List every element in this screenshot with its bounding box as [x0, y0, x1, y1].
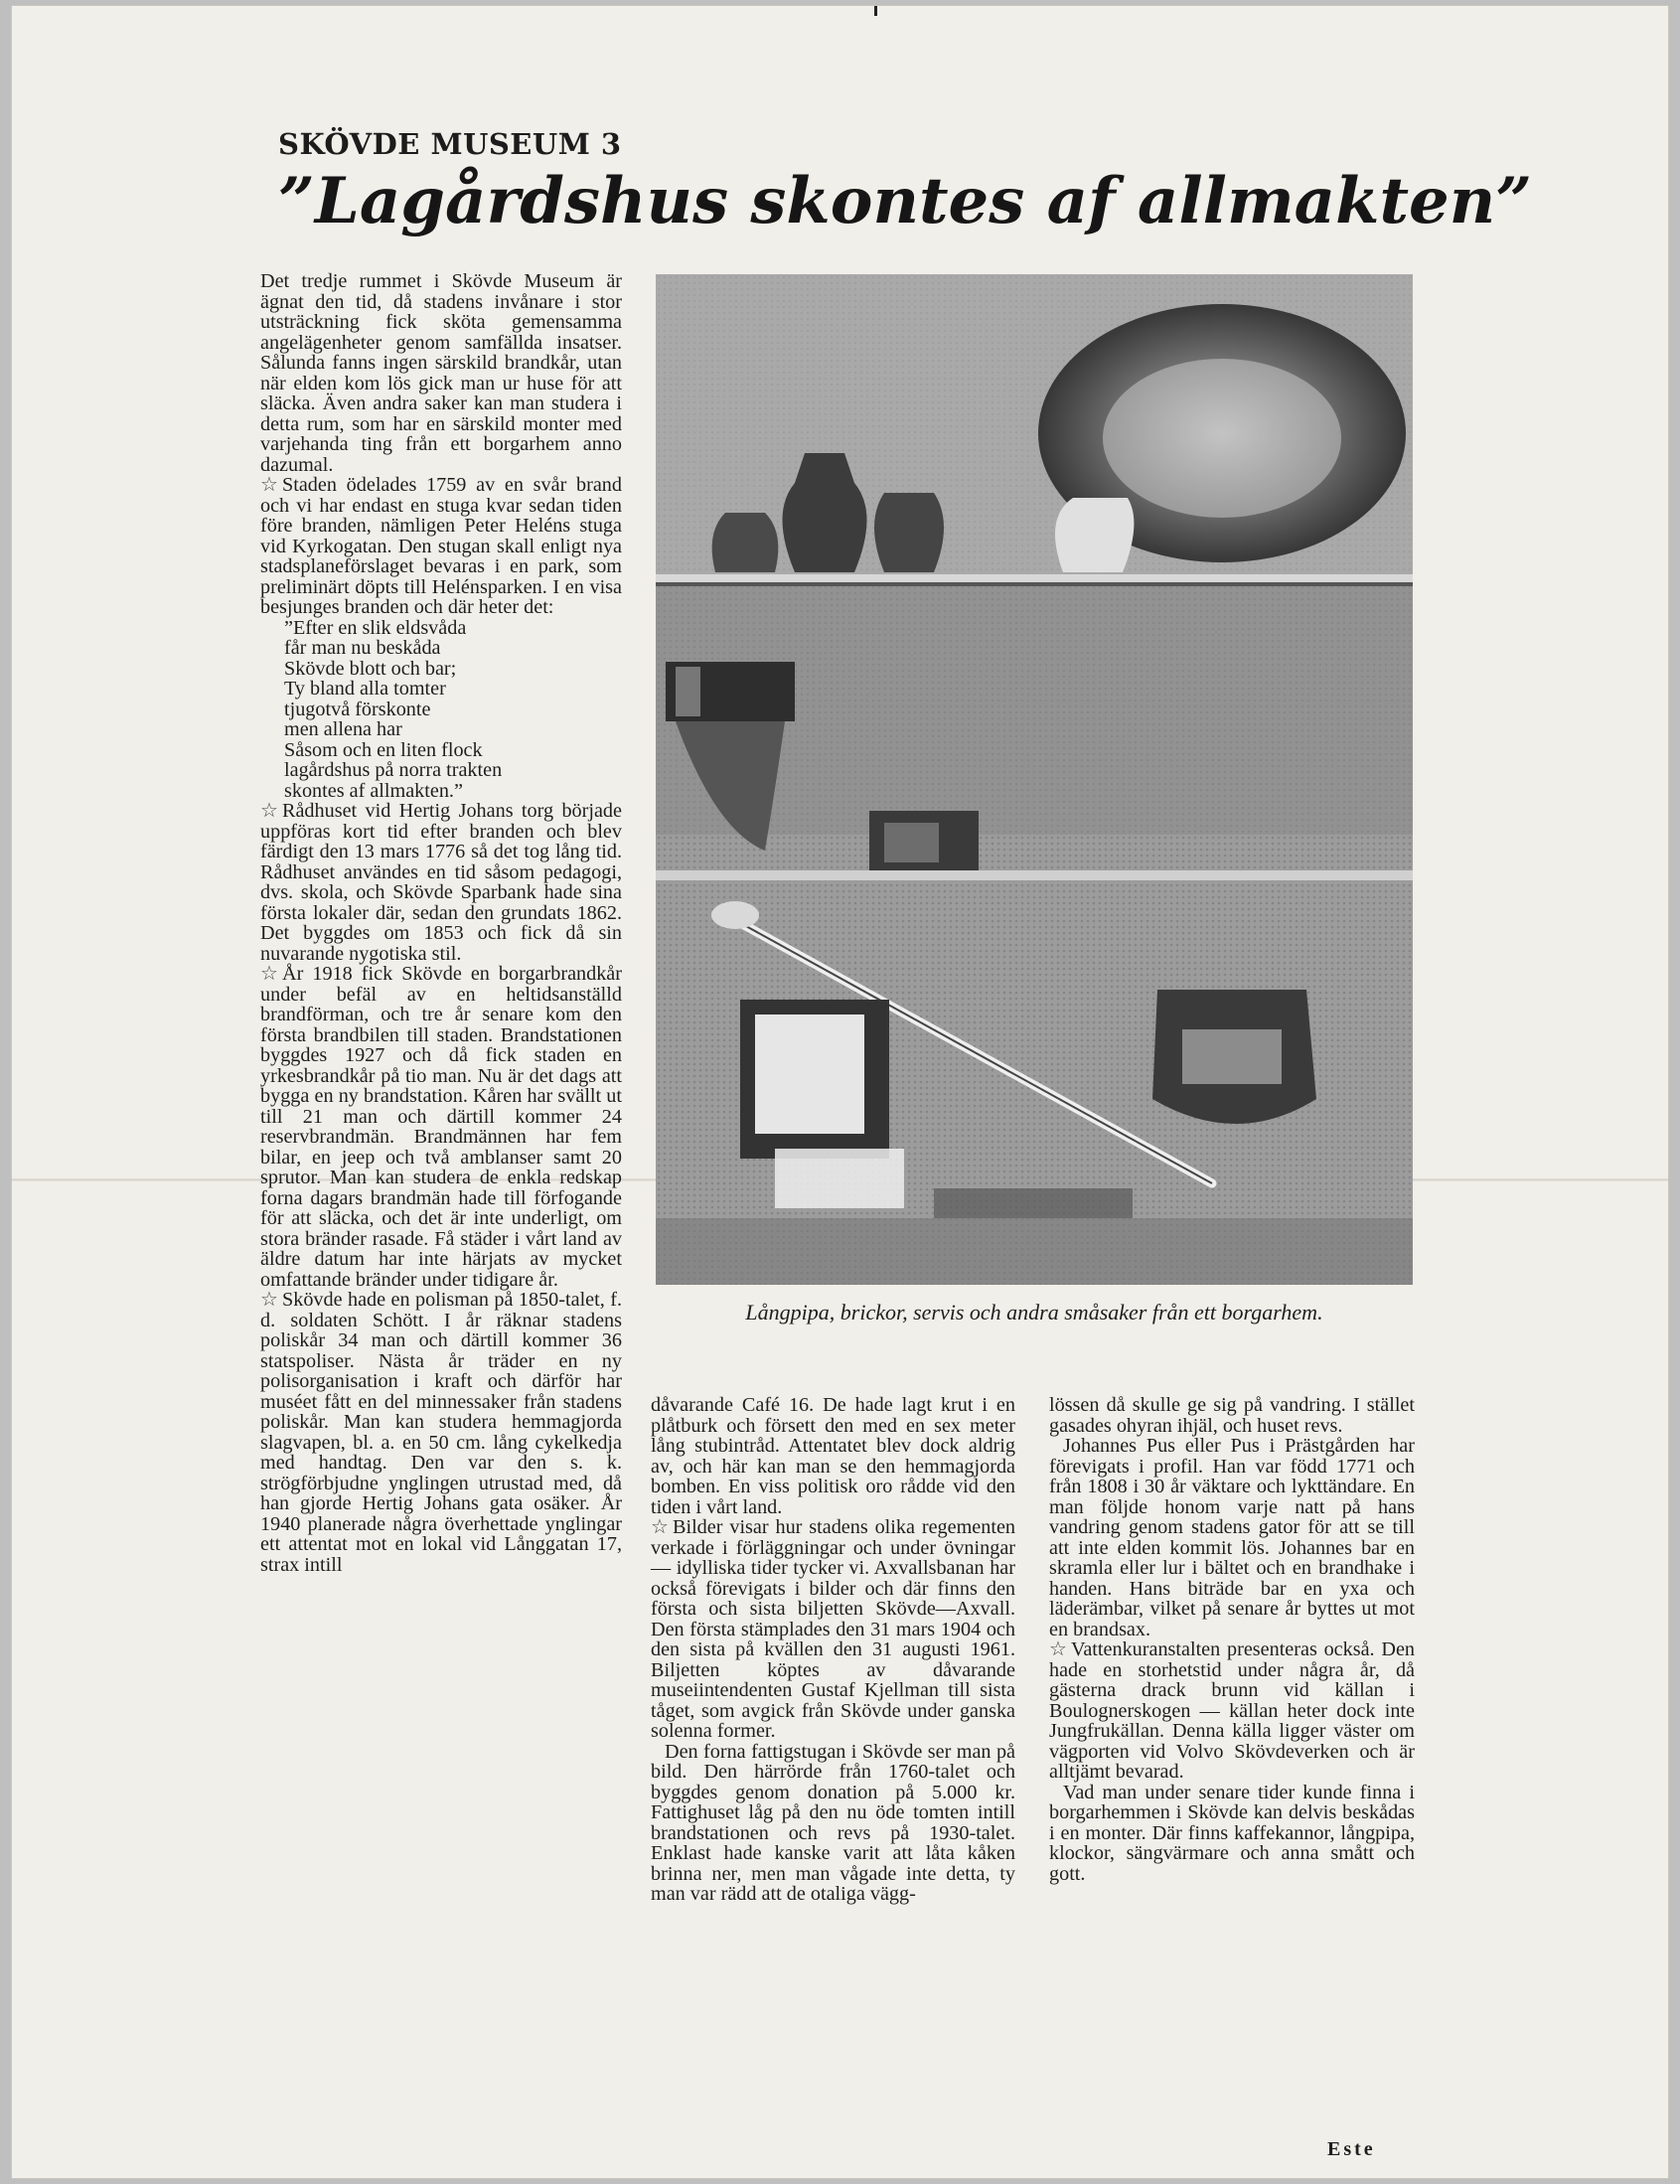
verse-line: Skövde blott och bar;	[284, 657, 457, 680]
star-icon: ☆	[1049, 1638, 1068, 1660]
paragraph: lössen då skulle ge sig på vandring. I stället gasades ohyran ihjäl, och huset revs.	[1049, 1394, 1415, 1437]
paragraph: Den forna fattigstugan i Skövde ser man på bild. Den härrörde från 1760-talet och byggdes genom donation på 5.000 kr. Fattighuset låg på den nu öde tomten intill brandstationen och revs på 1930-talet. Enklast hade kanske varit att låta kåken brinna ner, men man vågade inte detta, ty man var rädd att de otaliga vägg-	[651, 1740, 1015, 1905]
paragraph: Johannes Pus eller Pus i Prästgården har förevigats i profil. Han var född 1771 och från 1808 i 30 år väktare och lykttändare. En man följde honom varje natt på hans vandring genom stadens gator för att se till att inte elden kommit lös. Johannes bar en skramla eller lur i bältet och en brandhake i handen. Hans biträde bar en yxa och läderämbar, vilket på senare år byttes ut mot en brandsax.	[1049, 1435, 1415, 1640]
section-kicker: SKÖVDE MUSEUM 3	[278, 127, 622, 161]
paragraph: dåvarande Café 16. De hade lagt krut i en plåtburk och försett den med en sex meter lång stubintråd. Attentatet blev dock aldrig av, och här kan man se den hemmagjorda bomben. En viss politisk oro rådde vid den tiden i vårt land.	[651, 1394, 1015, 1518]
column-2	[651, 1395, 1015, 1905]
page-mark	[874, 6, 877, 16]
star-icon: ☆	[260, 800, 279, 822]
star-icon: ☆	[651, 1516, 670, 1538]
paragraph: ☆ År 1918 fick Skövde en borgarbrandkår under befäl av en heltidsanställd brandförman, och tre år senare kom den första brandbilen till staden. Brandstationen byggdes 1927 och då fick staden en yrkesbrandkår på tio man. Nu är det dags att bygga en ny brandstation. Kåren har svällt ut till 21 man och därtill kommer 24 reservbrandmän. Brandmännen har fem bilar, en jeep och två amblanser samt 20 sprutor. Man kan studera de enkla redskap forna dagars brandmän hade till förfogande för att släcka, och det är inte underligt, om stora bränder rasade. Få städer i vårt land av äldre datum har inte härjats av mycket omfattande bränder under tidigare år.	[260, 963, 622, 1291]
verse-line: får man nu beskåda	[284, 637, 441, 659]
verse-line: ”Efter en slik eldsvåda	[284, 616, 467, 639]
verse-line: tjugotvå förskonte	[284, 698, 431, 720]
paragraph: ☆ Staden ödelades 1759 av en svår brand och vi har endast en stuga kvar sedan tiden före branden, nämligen Peter Heléns stuga vid Kyrkogatan. Den stugan skall enligt nya stadsplaneförslaget bevaras i en park, som preliminärt döpts till Helénsparken. I en visa besjunges branden och där heter det:	[260, 474, 622, 618]
paragraph: ☆ Rådhuset vid Hertig Johans torg började uppföras kort tid efter branden och blev färdigt den 13 mars 1776 så det tog lång tid. Rådhuset användes en tid såsom pedagogi, dvs. skola, och Skövde Sparbank hade sina första lokaler där, sedan den grundats 1862. Det byggdes om 1853 och fick då sin nuvarande nygotiska stil.	[260, 800, 622, 965]
headline: ”Lagårdshus skontes af allmakten”	[278, 164, 1533, 238]
sugar-bowl	[712, 513, 779, 572]
star-icon: ☆	[260, 1289, 279, 1311]
paragraph: Vad man under senare tider kunde finna i borgarhemmen i Skövde kan delvis beskådas i en monter. Där finns kaffekannor, långpipa, klockor, sängvärmare och anna smått och gott.	[1049, 1781, 1415, 1885]
star-icon: ☆	[260, 474, 279, 496]
verse-line: Ty bland alla tomter	[284, 678, 446, 700]
white-jug	[1055, 498, 1134, 572]
paragraph: Det tredje rummet i Skövde Museum är ägnat den tid, då stadens invånare i stor utsträckning fick sköta gemensamma angelägenheter genom samfällda insatser. Sålunda fanns ingen särskild brandkår, utan när elden kom lös gick man ur huse för att släcka. Även andra saker kan man studera i detta rum, som har en särskild monter med varjehanda ting från ett borgarhem anno dazumal.	[260, 270, 622, 476]
paragraph: ☆ Skövde hade en polisman på 1850-talet, f. d. soldaten Schött. I år räknar stadens poliskår 34 man och därtill kommer 36 statspoliser. Nästa år träder en ny polisorganisation i kraft och därför har muséet fått en del minnessaker från stadens poliskår. Man kan studera hemmagjorda slagvapen, bl. a. en 50 cm. lång cykelkedja med handtag. Den var den s. k. strögförbjudne ynglingen utrustad med, då han gjorde Hertig Johans gata osäker. År 1940 planerade några överhettade ynglingar ett attentat mot en lokal vid Långgatan 17, strax intill	[260, 1289, 622, 1576]
verse-line: men allena har	[284, 718, 402, 740]
paragraph: ☆ Vattenkuranstalten presenteras också. Den hade en storhetstid under några år, då gästerna drack brunn vid källan i Boulognerskogen — källan heter dock inte Jungfrukällan. Denna källa ligger väster om vägporten vid Volvo Skövdeverken och är alltjämt bevarad.	[1049, 1638, 1415, 1783]
verse-line: skontes af allmakten.”	[284, 779, 463, 802]
poem-verse	[260, 618, 622, 802]
milk-jug	[874, 493, 944, 572]
author-signature: Este	[1327, 2138, 1376, 2160]
verse-line: lagårdshus på norra trakten	[284, 759, 503, 781]
paragraph: ☆ Bilder visar hur stadens olika regementen verkade i förläggningar och under övningar — idylliska tider tycker vi. Axvallsbanan har också förevigats i bilder och där finns den första och sista biljetten Skövde—Axvall. Den första stämplades den 31 mars 1904 och den sista på kvällen den 31 augusti 1961. Biljetten köptes av dåvarande museiintendenten Gustaf Kjellman till sista tåget, som avgick från Skövde under ganska solenna former.	[651, 1516, 1015, 1742]
museum-photo	[656, 274, 1413, 1285]
verse-line: Såsom och en liten flock	[284, 738, 483, 761]
star-icon: ☆	[260, 963, 279, 985]
photo-illustration	[656, 274, 1413, 1285]
photo-caption: Långpipa, brickor, servis och andra småsaker från ett borgarhem.	[745, 1300, 1323, 1325]
column-1	[260, 271, 622, 1575]
column-3	[1049, 1395, 1415, 1884]
